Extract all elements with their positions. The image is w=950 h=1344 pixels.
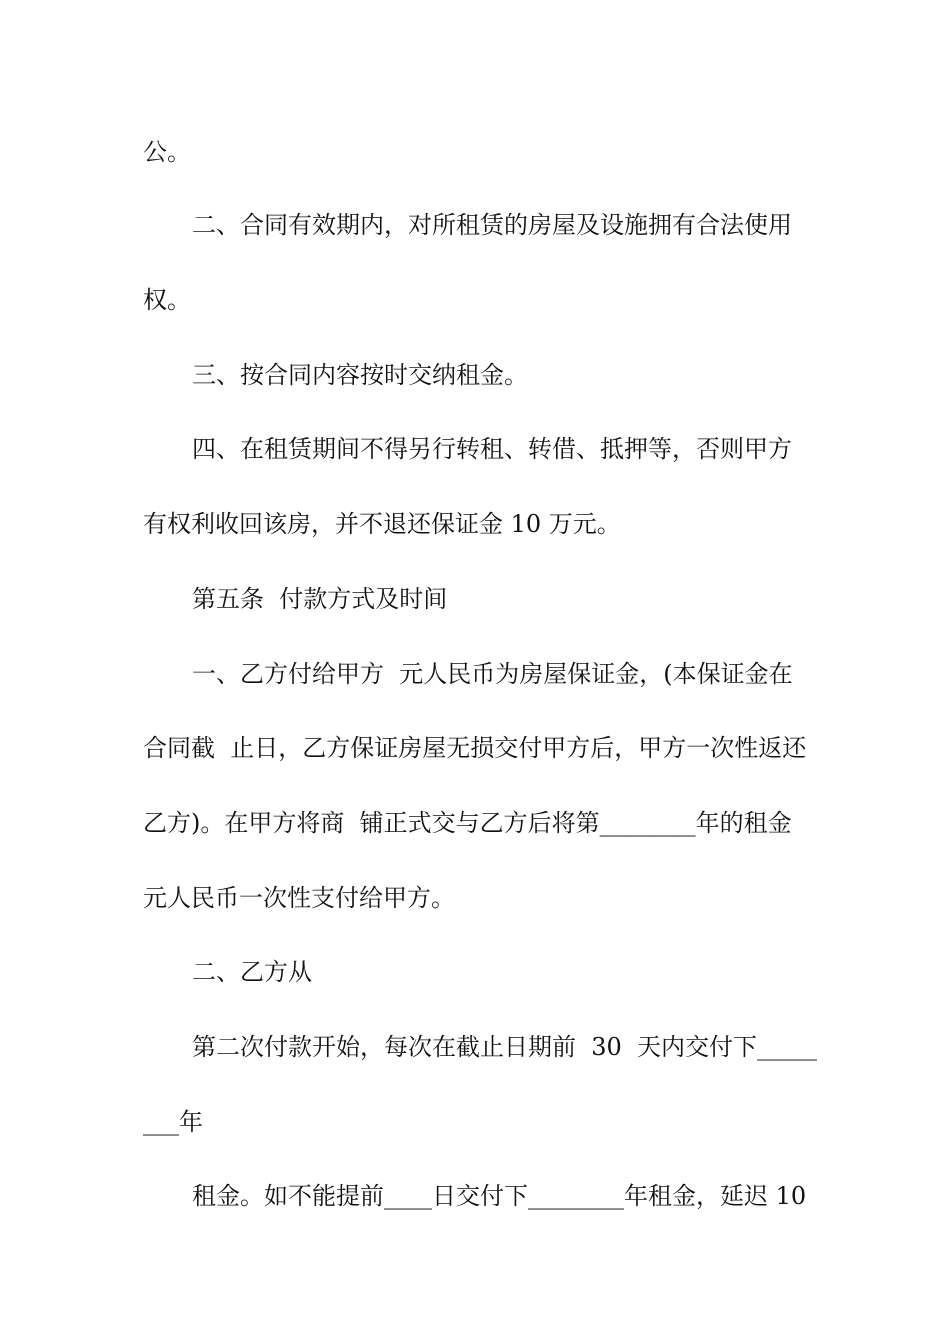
text-line: 元人民币一次性支付给甲方。 [143,884,455,912]
text-line: 二、乙方从 [192,958,312,986]
text-line: 第二次付款开始，每次在截止日期前 30 天内交付下_____ [192,1033,818,1061]
text-line: 合同截 止日，乙方保证房屋无损交付甲方后，甲方一次性返还 [143,734,807,762]
text-line: 三、按合同内容按时交纳租金。 [192,361,528,389]
text-line: 有权利收回该房，并不退还保证金 10 万元。 [143,510,621,538]
text-line: 一、乙方付给甲方 元人民币为房屋保证金，(本保证金在 [192,660,793,688]
text-line: 租金。如不能提前____日交付下________年租金，延迟 10 [192,1182,807,1210]
text-line: 权。 [143,286,191,314]
section-heading: 第五条 付款方式及时间 [192,585,448,613]
text-line: 公。 [143,138,191,166]
text-line: ___年 [143,1108,203,1136]
text-line: 二、合同有效期内，对所租赁的房屋及设施拥有合法使用 [192,211,792,239]
text-line: 乙方)。在甲方将商 铺正式交与乙方后将第________年的租金 [143,809,792,837]
text-line: 四、在租赁期间不得另行转租、转借、抵押等，否则甲方 [192,435,792,463]
